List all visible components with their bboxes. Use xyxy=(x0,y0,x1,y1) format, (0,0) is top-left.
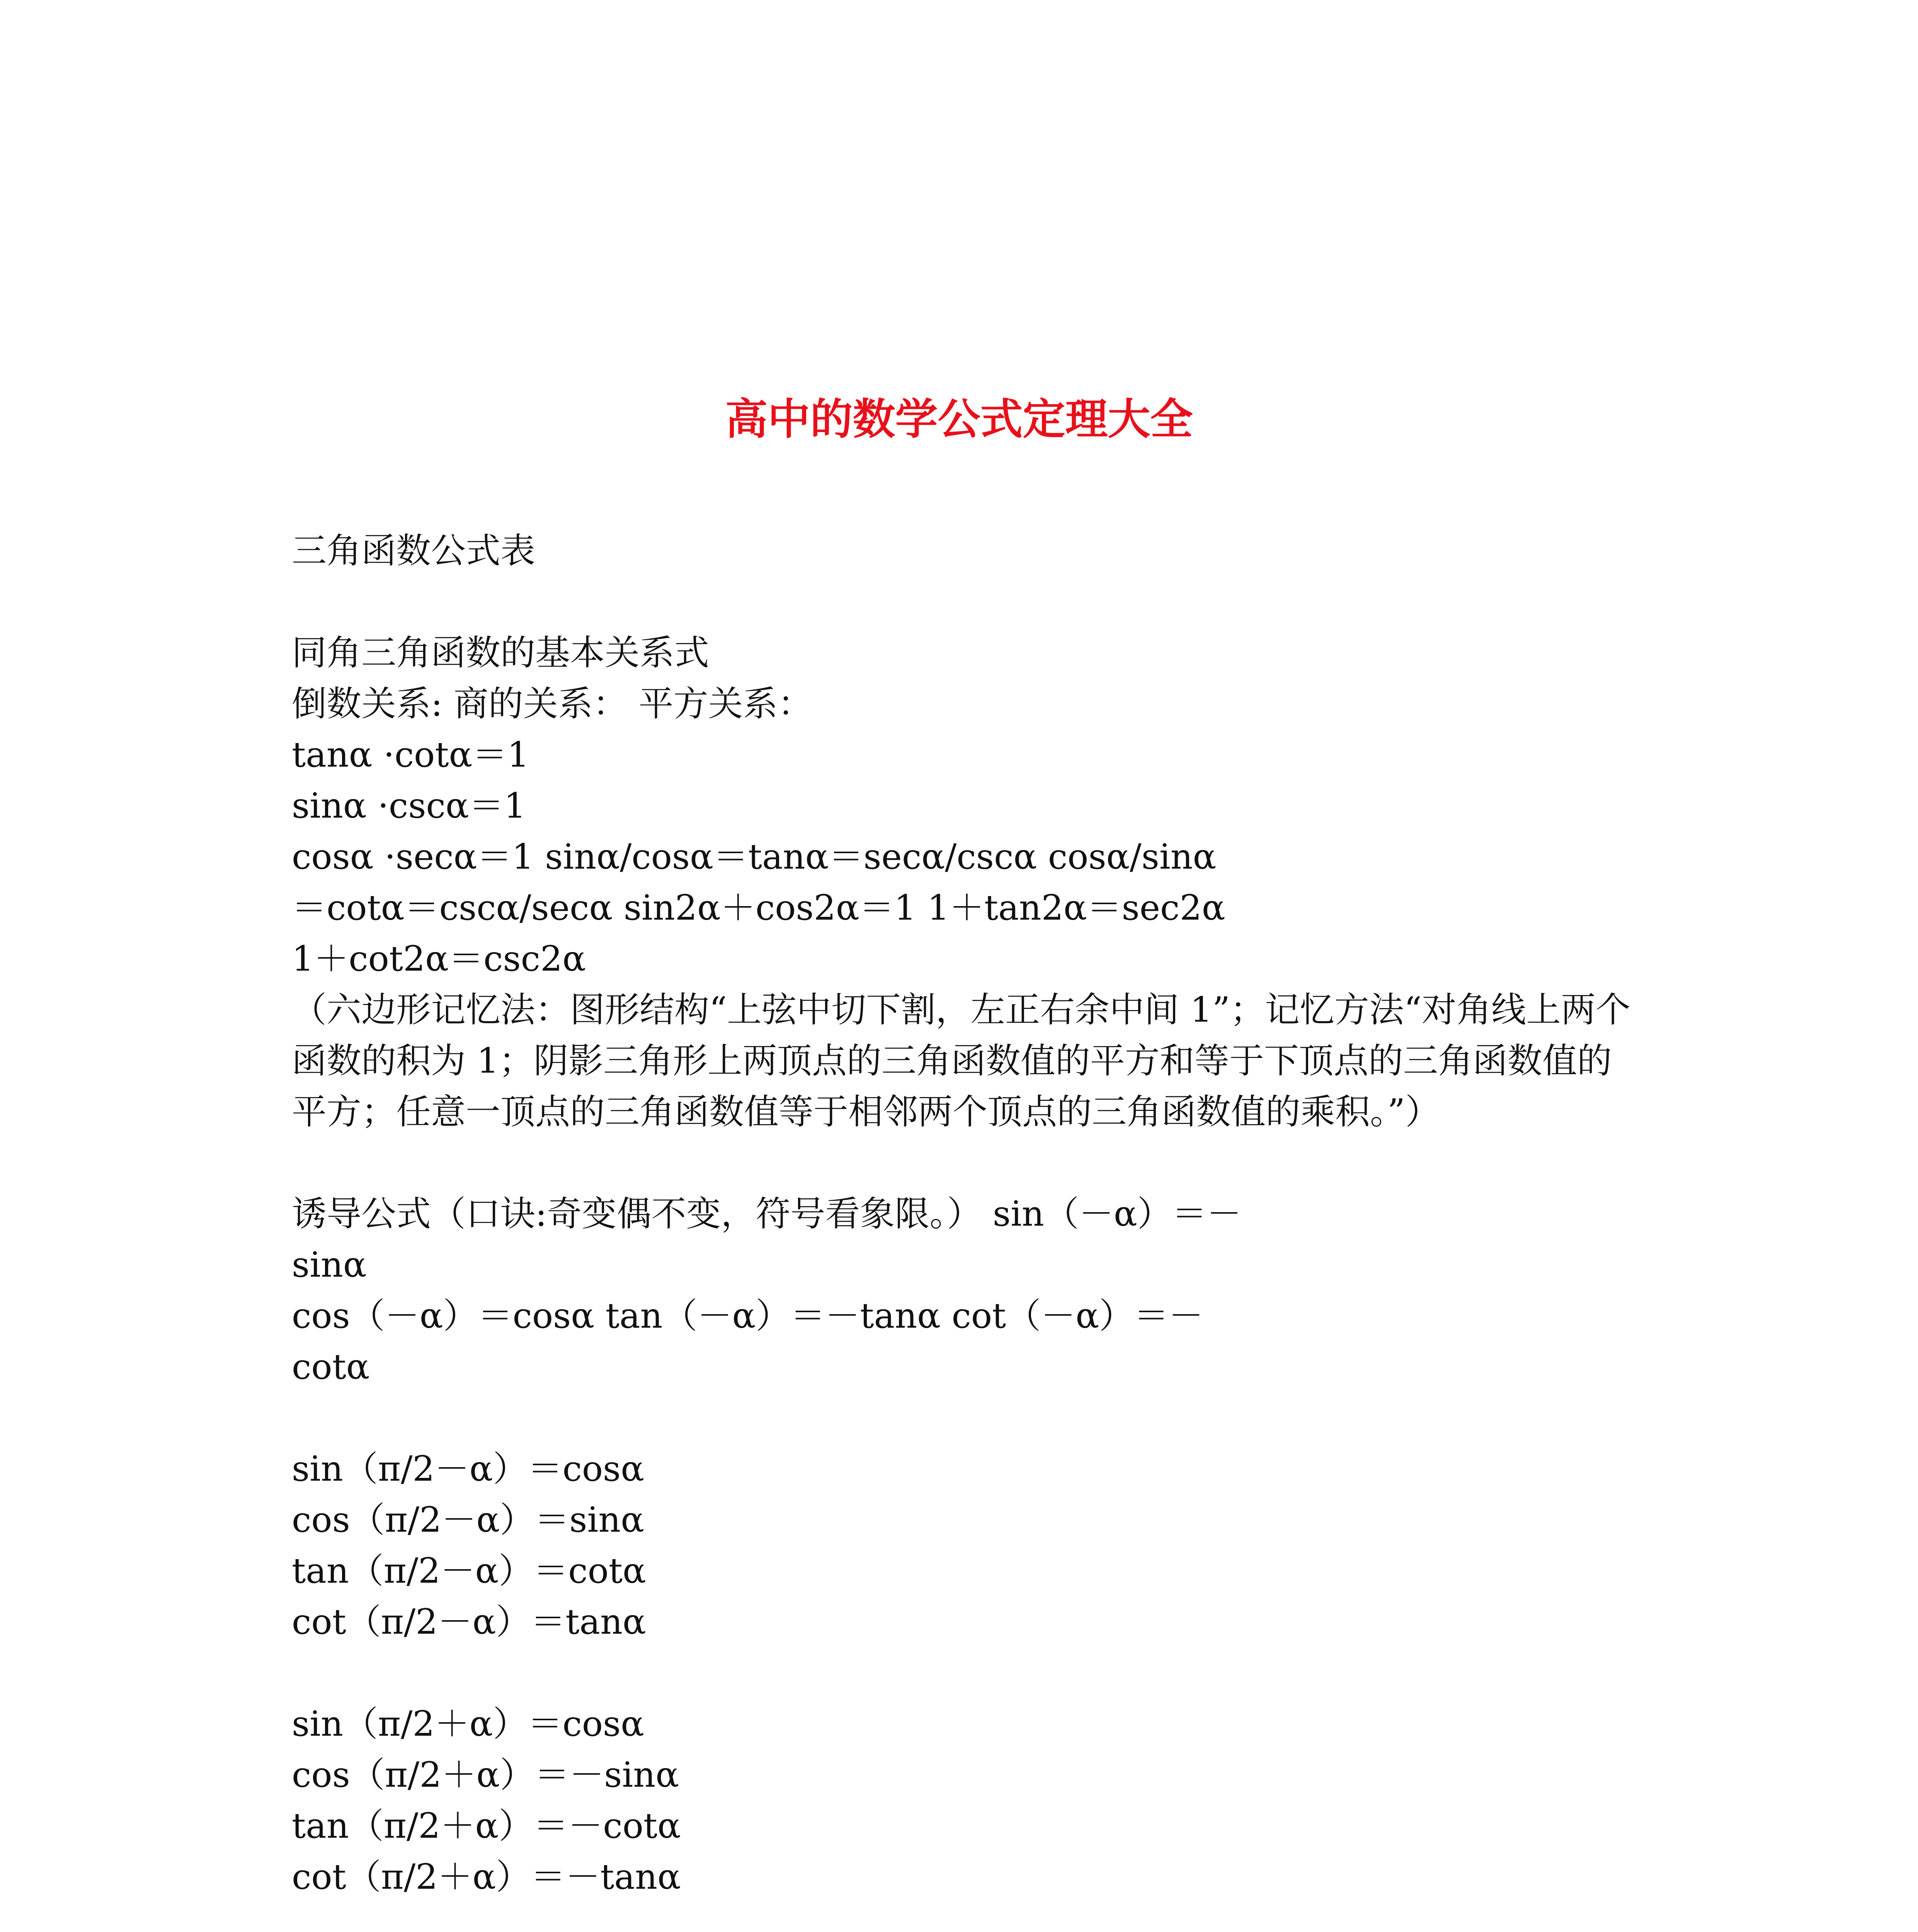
formula-line: 1＋cot2α＝csc2α xyxy=(292,939,586,979)
formula-line: 诱导公式（口诀:奇变偶不变，符号看象限。） sin（－α）＝－ xyxy=(292,1194,1242,1234)
formula-line: tan（π/2－α）＝cotα xyxy=(292,1551,646,1591)
formula-line: sin（π/2－α）＝cosα xyxy=(292,1449,644,1489)
document-body xyxy=(292,526,1644,1932)
formula-line: cotα xyxy=(292,1347,370,1387)
formula-line: tanα ·cotα＝1 xyxy=(292,735,529,775)
formula-line: cot（π/2＋α）＝－tanα xyxy=(292,1857,681,1897)
formula-line: cos（π/2＋α）＝－sinα xyxy=(292,1755,679,1795)
formula-line: ＝cotα＝cscα/secα sin2α＋cos2α＝1 1＋tan2α＝sec2α xyxy=(292,888,1225,928)
formula-line: sin（π/2＋α）＝cosα xyxy=(292,1704,644,1744)
formula-line: sinα ·cscα＝1 xyxy=(292,786,526,826)
formula-line: sinα xyxy=(292,1245,367,1285)
formula-line: tan（π/2＋α）＝－cotα xyxy=(292,1806,681,1846)
formula-line: cot（π/2－α）＝tanα xyxy=(292,1602,646,1642)
document-title: 高中的数学公式定理大全 xyxy=(725,394,1193,444)
hexagon-memory-note: （六边形记忆法：图形结构“上弦中切下割，左正右余中间 1”；记忆方法“对角线上两个函数的积为 1；阴影三角形上两顶点的三角函数值的平方和等于下顶点的三角函数值的平方；任意一顶点的三角函数值等于相邻两个顶点的三角函数值的乘积。”） xyxy=(292,990,1630,1132)
formula-line: 倒数关系: 商的关系： 平方关系： xyxy=(292,684,813,724)
formula-line: cos（π/2－α）＝sinα xyxy=(292,1500,644,1540)
section-heading-basic-relations: 同角三角函数的基本关系式 xyxy=(292,633,709,673)
formula-line: cos（－α）＝cosα tan（－α）＝－tanα cot（－α）＝－ xyxy=(292,1296,1203,1336)
section-heading-trig-table: 三角函数公式表 xyxy=(292,531,535,571)
formula-line: cosα ·secα＝1 sinα/cosα＝tanα＝secα/cscα cosα/sinα xyxy=(292,837,1217,877)
